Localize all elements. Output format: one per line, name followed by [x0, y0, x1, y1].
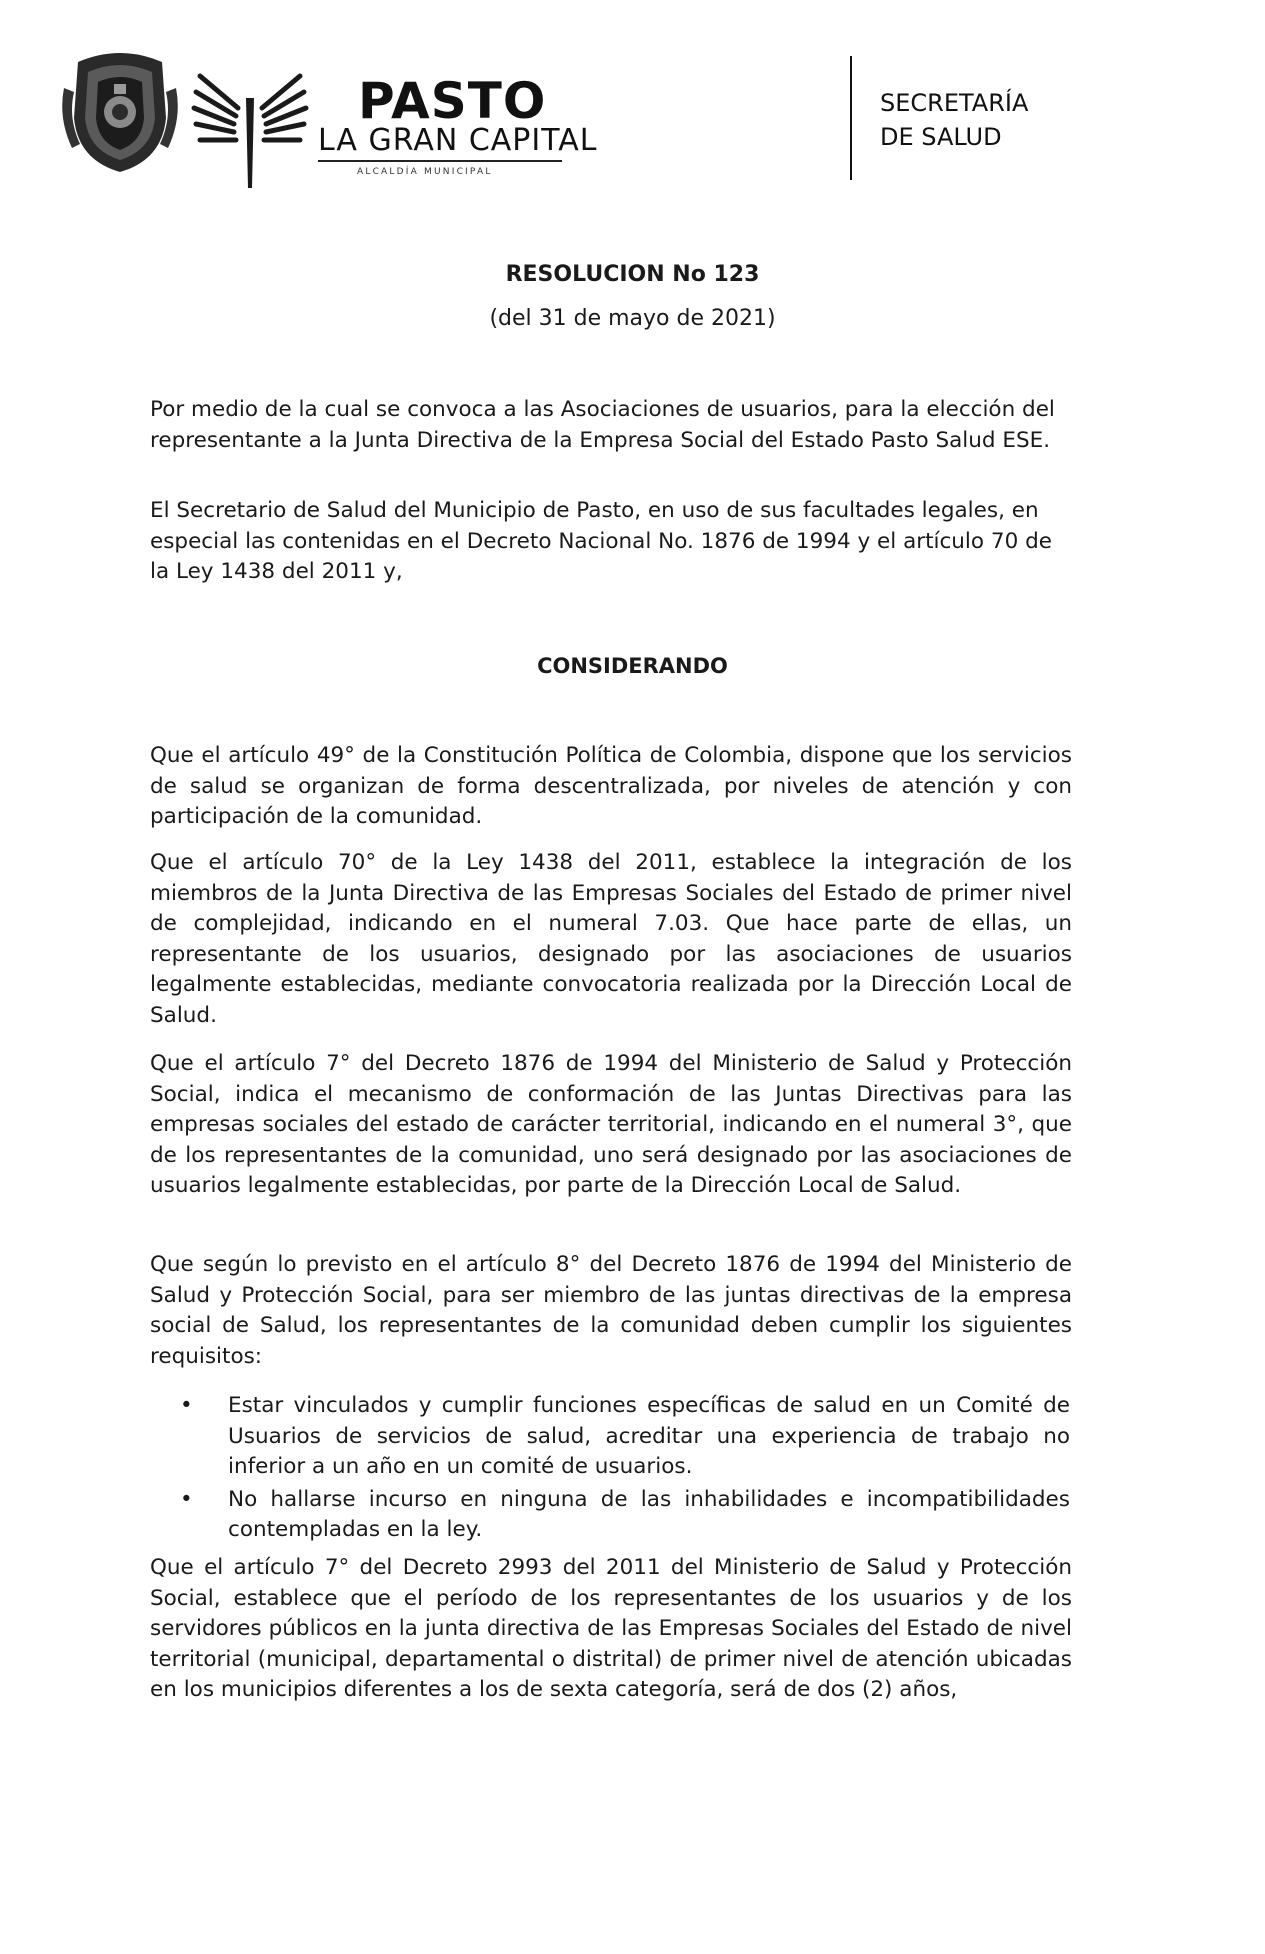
list-item — [180, 1391, 1070, 1483]
intro-paragraph-purpose: Por medio de la cual se convoca a las Asociaciones de usuarios, para la elección del representante a la Junta Directiva de la Empresa Social del Estado Pasto Salud ESE. — [150, 397, 1055, 453]
list-item — [180, 1485, 1070, 1546]
department-line-1: SECRETARÍA — [880, 89, 1029, 117]
requirements-list — [180, 1391, 1070, 1548]
brand-small-caption: ALCALDÍA MUNICIPAL — [357, 167, 493, 177]
considerando-paragraph-3: Que el artículo 7° del Decreto 1876 de 1994 del Ministerio de Salud y Protección Social, indica el mecanismo de conformación de las Juntas Directivas para las empresas sociales del estado de carácter territorial, indicando en el numeral 3°, que de los representantes de la comunidad, uno será designado por las asociaciones de usuarios legalmente establecidas, por parte de la Dirección Local de Salud. — [150, 1051, 1072, 1198]
pasto-sun-logo-icon — [190, 58, 310, 190]
brand-title: PASTO — [358, 72, 547, 130]
considerando-paragraph-5: Que el artículo 7° del Decreto 2993 del 2011 del Ministerio de Salud y Protección Social, establece que el período de los representantes de los usuarios y de los servidores públicos en la junta directiva de las Empresas Sociales del Estado de nivel territorial (municipal, departamental o distrital) de primer nivel de atención ubicadas en los municipios diferentes a los de sexta categoría, será de dos (2) años, — [150, 1555, 1072, 1702]
considerando-paragraph-4: Que según lo previsto en el artículo 8° del Decreto 1876 de 1994 del Ministerio de Salud y Protección Social, para ser miembro de las juntas directivas de la empresa social de Salud, los representantes de la comunidad deben cumplir los siguientes requisitos: — [150, 1252, 1072, 1369]
resolution-date: (del 31 de mayo de 2021) — [489, 306, 776, 331]
bullet-marker: • — [180, 1486, 193, 1512]
header-divider — [850, 56, 852, 180]
coat-of-arms-icon — [58, 48, 182, 176]
brand-subtitle: LA GRAN CAPITAL — [318, 123, 598, 158]
section-heading-considerando: CONSIDERANDO — [537, 654, 728, 678]
resolution-title: RESOLUCION No 123 — [505, 262, 760, 287]
bullet-marker: • — [180, 1393, 193, 1418]
brand-underline — [318, 160, 562, 162]
intro-paragraph-authority: El Secretario de Salud del Municipio de Pasto, en uso de sus facultades legales, en especial las contenidas en el Decreto Nacional No. 1876 de 1994 y el artículo 70 de la Ley 1438 del 2011 y, — [150, 498, 1052, 584]
letterhead — [0, 0, 1265, 230]
considerando-paragraph-2: Que el artículo 70° de la Ley 1438 del 2011, establece la integración de los miembros de la Junta Directiva de las Empresas Sociales del Estado de primer nivel de complejidad, indicando en el numeral 7.03. Que hace parte de ellas, un representante de los usuarios, designado por las asociaciones de usuarios legalmente establecidas, mediante convocatoria realizada por la Dirección Local de Salud. — [150, 850, 1072, 1028]
list-item-text: Estar vinculados y cumplir funciones específicas de salud en un Comité de Usuarios de servicios de salud, acreditar una experiencia de trabajo no inferior a un año en un comité de usuarios. — [228, 1393, 1070, 1479]
considerando-paragraph-1: Que el artículo 49° de la Constitución Política de Colombia, dispone que los servicios de salud se organizan de forma descentralizada, por niveles de atención y con participación de la comunidad. — [150, 743, 1072, 829]
department-line-2: DE SALUD — [880, 123, 1002, 151]
list-item-text: No hallarse incurso en ninguna de las inhabilidades e incompatibilidades contempladas en la ley. — [228, 1486, 1070, 1542]
department-name — [880, 86, 1028, 154]
